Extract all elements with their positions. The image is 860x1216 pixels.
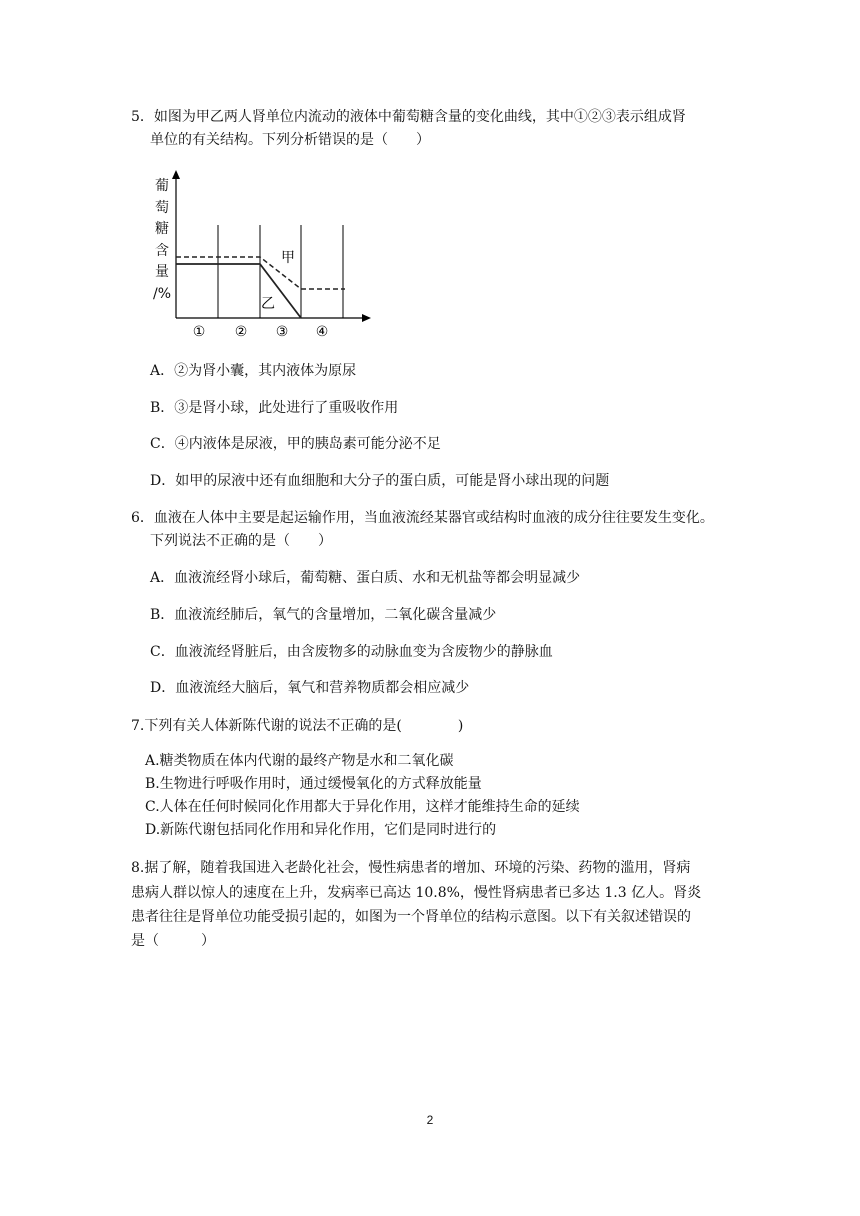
q5-option-c: C．④内液体是尿液，甲的胰岛素可能分泌不足	[150, 436, 441, 452]
ylabel-char: /%	[152, 285, 172, 302]
ylabel-char: 糖	[155, 221, 169, 237]
q7-option-c: C.人体在任何时候同化作用都大于异化作用，这样才能维持生命的延续	[145, 799, 580, 815]
q6-option-b: B．血液流经肺后，氧气的含量增加，二氧化碳含量减少	[150, 607, 497, 623]
category-label: ①	[192, 324, 206, 340]
q5-option-d: D．如甲的尿液中还有血细胞和大分子的蛋白质，可能是肾小球出现的问题	[150, 473, 610, 489]
q6-stem-line2: 下列说法不正确的是（ ）	[150, 533, 332, 549]
x-axis-arrow	[362, 314, 371, 322]
q8-stem-line2: 患病人群以惊人的速度在上升，发病率已高达 10.8%，慢性肾病患者已多达 1.3 亿人。肾炎	[131, 885, 702, 901]
q7-option-d: D.新陈代谢包括同化作用和异化作用，它们是同时进行的	[145, 822, 497, 838]
q7-stem-line1: 7.下列有关人体新陈代谢的说法不正确的是( )	[131, 718, 464, 734]
q8-stem-line1: 8.据了解，随着我国进入老龄化社会，慢性病患者的增加、环境的污染、药物的滥用，肾病	[131, 860, 691, 876]
q5-option-b: B．③是肾小球，此处进行了重吸收作用	[150, 400, 399, 416]
q5-stem-line1: 5．如图为甲乙两人肾单位内流动的液体中葡萄糖含量的变化曲线，其中①②③表示组成肾	[131, 109, 686, 125]
category-label: ③	[275, 324, 289, 340]
q7-option-a: A.糖类物质在体内代谢的最终产物是水和二氧化碳	[145, 753, 454, 769]
q6-option-a: A．血液流经肾小球后，葡萄糖、蛋白质、水和无机盐等都会明显减少	[150, 570, 581, 586]
ylabel-char: 萄	[155, 199, 169, 216]
series-yi-label: 乙	[261, 296, 275, 312]
q8-stem-line4: 是（ ）	[131, 933, 215, 949]
q5-option-a: A．②为肾小囊，其内液体为原尿	[150, 363, 357, 379]
ylabel-char: 葡	[155, 178, 169, 194]
q7-option-b: B.生物进行呼吸作用时，通过缓慢氧化的方式释放能量	[145, 776, 482, 792]
series-jia-label: 甲	[281, 250, 295, 266]
category-label: ④	[315, 324, 329, 340]
ylabel-char: 含	[155, 242, 169, 259]
q6-option-c: C．血液流经肾脏后，由含废物多的动脉血变为含废物少的静脉血	[150, 644, 553, 660]
q6-option-d: D．血液流经大脑后，氧气和营养物质都会相应减少	[150, 680, 470, 696]
page-number: 2	[426, 1113, 434, 1127]
q8-stem-line3: 患者往往是肾单位功能受损引起的，如图为一个肾单位的结构示意图。以下有关叙述错误的	[131, 909, 691, 925]
ylabel-char: 量	[155, 264, 169, 280]
series-yi-line	[176, 264, 301, 318]
y-axis-arrow	[172, 170, 180, 179]
q5-glucose-chart	[145, 168, 380, 343]
q6-stem-line1: 6．血液在人体中主要是起运输作用，当血液流经某器官或结构时血液的成分往往要发生变化。	[131, 510, 714, 526]
q5-stem-line2: 单位的有关结构。下列分析错误的是（ ）	[150, 132, 430, 148]
category-label: ②	[234, 324, 248, 340]
